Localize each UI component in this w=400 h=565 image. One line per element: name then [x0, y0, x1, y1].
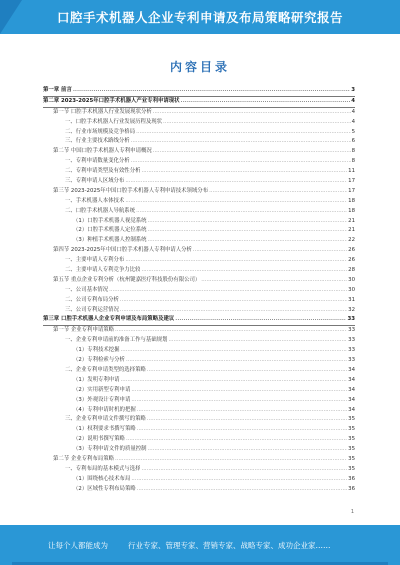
- toc-entry-page: 33: [348, 337, 355, 344]
- toc-leader-dots: [147, 366, 347, 376]
- header-bar: [0, 0, 400, 34]
- toc-entry-page: 5: [351, 128, 355, 135]
- toc-leader-dots: [115, 326, 347, 336]
- toc-leader-dots: [109, 286, 347, 296]
- toc-leader-dots: [125, 256, 347, 266]
- toc-leader-dots: [201, 276, 347, 286]
- toc-entry-page: 8: [351, 158, 355, 165]
- toc-entry-page: 21: [348, 217, 355, 224]
- toc-entry-label: （1）围绕核心技术布局: [73, 475, 131, 482]
- toc-entry-label: （4）专利申请时机的把握: [73, 406, 136, 413]
- toc-entry-label: 一、企业专利申请前的准备工作与基础规划: [65, 337, 168, 344]
- toc-leader-dots: [131, 396, 347, 406]
- toc-leader-dots: [131, 475, 347, 485]
- toc-entry-label: 第三章 口腔手术机器人企业专利申请及布局策略及建议: [43, 316, 175, 323]
- toc-leader-dots: [136, 128, 350, 138]
- toc-entry-page: 35: [348, 465, 355, 472]
- toc-entry-label: 第一节 口腔手术机器人行业发展现状分析: [53, 108, 152, 115]
- toc-leader-dots: [148, 445, 348, 455]
- toc-entry-page: 17: [348, 187, 355, 194]
- toc-leader-dots: [148, 217, 348, 227]
- toc-entry-page: 33: [348, 327, 355, 334]
- toc-entry-page: 3: [351, 87, 355, 93]
- toc-leader-dots: [131, 157, 351, 167]
- toc-entry-label: （3）专利申请文件的质量控制: [73, 446, 147, 453]
- toc-entry-label: （2）说明书撰写策略: [73, 436, 125, 443]
- toc-entry-page: 22: [348, 237, 355, 244]
- toc-entry[interactable]: [43, 415, 355, 425]
- toc-leader-dots: [137, 425, 347, 435]
- toc-entry-label: （2）专利检索与分析: [73, 357, 125, 364]
- toc-entry-page: 26: [348, 257, 355, 264]
- toc-entry-label: 一、口腔手术机器人行业发展历程及现状: [65, 118, 163, 125]
- toc-leader-dots: [121, 376, 348, 386]
- toc-entry-label: （2）区域性专利布局策略: [73, 485, 136, 492]
- toc-entry[interactable]: [43, 326, 355, 336]
- toc-entry-page: 36: [348, 485, 355, 492]
- toc-entry[interactable]: [43, 315, 355, 326]
- toc-entry-page: 31: [348, 296, 355, 303]
- toc-entry-page: 6: [351, 138, 355, 145]
- toc-entry-label: 二、企业专利申请类型的选择策略: [65, 366, 146, 373]
- toc-entry-label: 一、专利布局的基本模式与选择: [65, 465, 141, 472]
- toc-entry[interactable]: [43, 435, 355, 445]
- toc-leader-dots: [181, 97, 351, 107]
- toc-entry-page: 35: [348, 416, 355, 423]
- toc-entry-label: （1）口腔手术机器人视觉系统: [73, 217, 147, 224]
- toc-heading: 内容目录: [169, 60, 230, 74]
- toc-entry-label: （2）口腔手术机器人定位系统: [73, 227, 147, 234]
- toc-entry-page: 33: [348, 347, 355, 354]
- toc-entry[interactable]: [43, 147, 355, 157]
- toc-entry-page: 35: [348, 426, 355, 433]
- toc-entry[interactable]: [43, 356, 355, 366]
- toc-entry-label: 第三节 2023-2025年中国口腔手术机器人专利申请技术领域分布: [53, 187, 209, 194]
- page-number: 1: [350, 509, 354, 515]
- footer-expert-list: 行业专家、管理专家、营销专家、战略专家、成功企业家……: [128, 541, 331, 550]
- toc-entry-label: （1）权利要求书撰写策略: [73, 426, 136, 433]
- toc-entry[interactable]: [43, 286, 355, 296]
- toc-entry[interactable]: [43, 425, 355, 435]
- toc-entry-page: 28: [348, 267, 355, 274]
- toc-entry[interactable]: [43, 217, 355, 227]
- toc-leader-dots: [148, 236, 348, 246]
- toc-entry[interactable]: [43, 386, 355, 396]
- toc-leader-dots: [73, 86, 350, 96]
- toc-leader-dots: [120, 306, 347, 316]
- toc-entry[interactable]: [43, 306, 355, 316]
- toc-entry[interactable]: [43, 137, 355, 147]
- toc-leader-dots: [131, 386, 347, 396]
- toc-entry[interactable]: [43, 246, 355, 256]
- toc-leader-dots: [141, 465, 347, 475]
- toc-entry-label: 第一节 企业专利申请策略: [53, 327, 115, 334]
- toc-leader-dots: [147, 415, 347, 425]
- toc-leader-dots: [141, 167, 347, 177]
- toc-entry[interactable]: [43, 167, 355, 177]
- toc-entry[interactable]: [43, 366, 355, 376]
- toc-entry[interactable]: [43, 86, 355, 97]
- toc-leader-dots: [163, 118, 351, 128]
- toc-entry[interactable]: [43, 465, 355, 475]
- toc-leader-dots: [168, 336, 347, 346]
- toc-entry-page: 33: [347, 316, 355, 323]
- toc-entry[interactable]: [43, 157, 355, 167]
- toc-entry[interactable]: [43, 396, 355, 406]
- toc-entry-page: 18: [348, 207, 355, 214]
- toc-entry[interactable]: [43, 226, 355, 236]
- toc-entry-label: 三、企业专利申请文件撰写的策略: [65, 416, 146, 423]
- toc-entry[interactable]: [43, 187, 355, 197]
- toc-entry[interactable]: [43, 256, 355, 266]
- toc-leader-dots: [126, 356, 347, 366]
- toc-entry-label: 三、专利申请人区域分布: [65, 178, 125, 185]
- toc-entry-page: 30: [348, 276, 355, 283]
- toc-entry-label: 第二节 企业专利布局策略: [53, 455, 115, 462]
- toc-entry-label: （3）种植手术机器人控制系统: [73, 237, 147, 244]
- toc-entry-label: 二、专利申请类型及有效性分析: [65, 168, 141, 175]
- toc-entry[interactable]: [43, 455, 355, 465]
- toc-entry-page: 34: [348, 366, 355, 373]
- footer-bar: [0, 525, 400, 565]
- toc-entry[interactable]: [43, 177, 355, 187]
- toc-leader-dots: [137, 485, 347, 495]
- toc-entry[interactable]: [43, 376, 355, 386]
- toc-entry-label: 二、公司专利布局分析: [65, 296, 119, 303]
- table-of-contents: [43, 86, 355, 495]
- toc-entry[interactable]: [43, 406, 355, 416]
- toc-leader-dots: [153, 147, 351, 157]
- footer-slogan: 让每个人都能成为: [48, 541, 108, 550]
- toc-leader-dots: [121, 346, 348, 356]
- toc-entry-page: 4: [351, 118, 355, 125]
- toc-entry-page: 34: [348, 376, 355, 383]
- toc-entry-page: 35: [348, 455, 355, 462]
- toc-entry[interactable]: [43, 485, 355, 495]
- toc-entry-page: 35: [348, 436, 355, 443]
- toc-entry-label: 一、手术机器人本体技术: [65, 197, 125, 204]
- toc-leader-dots: [126, 435, 347, 445]
- toc-entry-label: （2）实用新型专利申请: [73, 386, 131, 393]
- toc-entry-label: （1）专利技术挖掘: [73, 347, 120, 354]
- toc-entry[interactable]: [43, 97, 355, 108]
- toc-entry-page: 11: [348, 168, 355, 175]
- toc-entry-page: 8: [351, 148, 355, 155]
- toc-entry-page: 34: [348, 386, 355, 393]
- toc-entry[interactable]: [43, 296, 355, 306]
- toc-entry-label: 一、主要申请人专利分布: [65, 257, 125, 264]
- toc-entry-page: 34: [348, 406, 355, 413]
- toc-entry-page: 34: [348, 396, 355, 403]
- toc-leader-dots: [209, 187, 347, 197]
- toc-leader-dots: [115, 455, 347, 465]
- toc-entry-page: 4: [351, 97, 355, 104]
- toc-entry-label: 二、口腔手术机器人导航系统: [65, 207, 136, 214]
- toc-entry-page: 18: [348, 197, 355, 204]
- toc-entry[interactable]: [43, 475, 355, 485]
- toc-entry-label: （1）发明专利申请: [73, 376, 120, 383]
- toc-entry-label: 二、行业市场规模及竞争格局: [65, 128, 136, 135]
- toc-leader-dots: [136, 207, 347, 217]
- toc-entry[interactable]: [43, 108, 355, 118]
- report-title: 口腔手术机器人企业专利申请及布局策略研究报告: [56, 10, 343, 25]
- toc-entry-page: 30: [348, 286, 355, 293]
- toc-entry-page: 32: [348, 306, 355, 313]
- toc-entry-page: 21: [348, 227, 355, 234]
- toc-leader-dots: [141, 266, 347, 276]
- toc-entry-page: 17: [348, 178, 355, 185]
- toc-entry[interactable]: [43, 236, 355, 246]
- toc-entry-label: 一、专利申请数量变化分析: [65, 158, 130, 165]
- toc-entry[interactable]: [43, 207, 355, 217]
- toc-entry[interactable]: [43, 128, 355, 138]
- toc-entry[interactable]: [43, 276, 355, 286]
- toc-entry-label: 第四节 2023-2025年中国口腔手术机器人专利申请人分析: [53, 247, 192, 254]
- toc-entry-label: （3）外观设计专利申请: [73, 396, 131, 403]
- toc-entry-page: 35: [348, 446, 355, 453]
- toc-entry-label: 三、公司专利运营情况: [65, 306, 119, 313]
- toc-leader-dots: [131, 137, 351, 147]
- toc-leader-dots: [193, 246, 347, 256]
- toc-entry[interactable]: [43, 336, 355, 346]
- toc-leader-dots: [153, 108, 351, 118]
- toc-entry-label: 一、公司基本情况: [65, 286, 109, 293]
- toc-entry-label: 二、主要申请人专利竞争力比较: [65, 267, 141, 274]
- toc-leader-dots: [137, 406, 347, 416]
- toc-leader-dots: [125, 177, 347, 187]
- toc-entry-label: 第二章 2023-2025年口腔手术机器人产业专利申请现状: [43, 97, 180, 104]
- toc-entry-page: 4: [351, 108, 355, 115]
- toc-entry-label: 三、行业主要技术路线分析: [65, 138, 130, 145]
- toc-leader-dots: [125, 197, 347, 207]
- toc-entry-label: 第二节 中国口腔手术机器人专利申请概况: [53, 148, 152, 155]
- toc-leader-dots: [120, 296, 347, 306]
- toc-leader-dots: [148, 226, 348, 236]
- toc-entry-label: 第一章 前言: [43, 87, 72, 93]
- toc-entry-page: 36: [348, 475, 355, 482]
- toc-entry-label: 第五节 重点企业专利分析（杭州键嘉医疗科技股份有限公司）: [53, 276, 201, 283]
- toc-entry[interactable]: [43, 346, 355, 356]
- toc-entry[interactable]: [43, 266, 355, 276]
- toc-entry-page: 26: [348, 247, 355, 254]
- toc-leader-dots: [175, 315, 346, 325]
- toc-entry[interactable]: [43, 118, 355, 128]
- toc-entry-page: 33: [348, 357, 355, 364]
- toc-entry[interactable]: [43, 197, 355, 207]
- toc-entry[interactable]: [43, 445, 355, 455]
